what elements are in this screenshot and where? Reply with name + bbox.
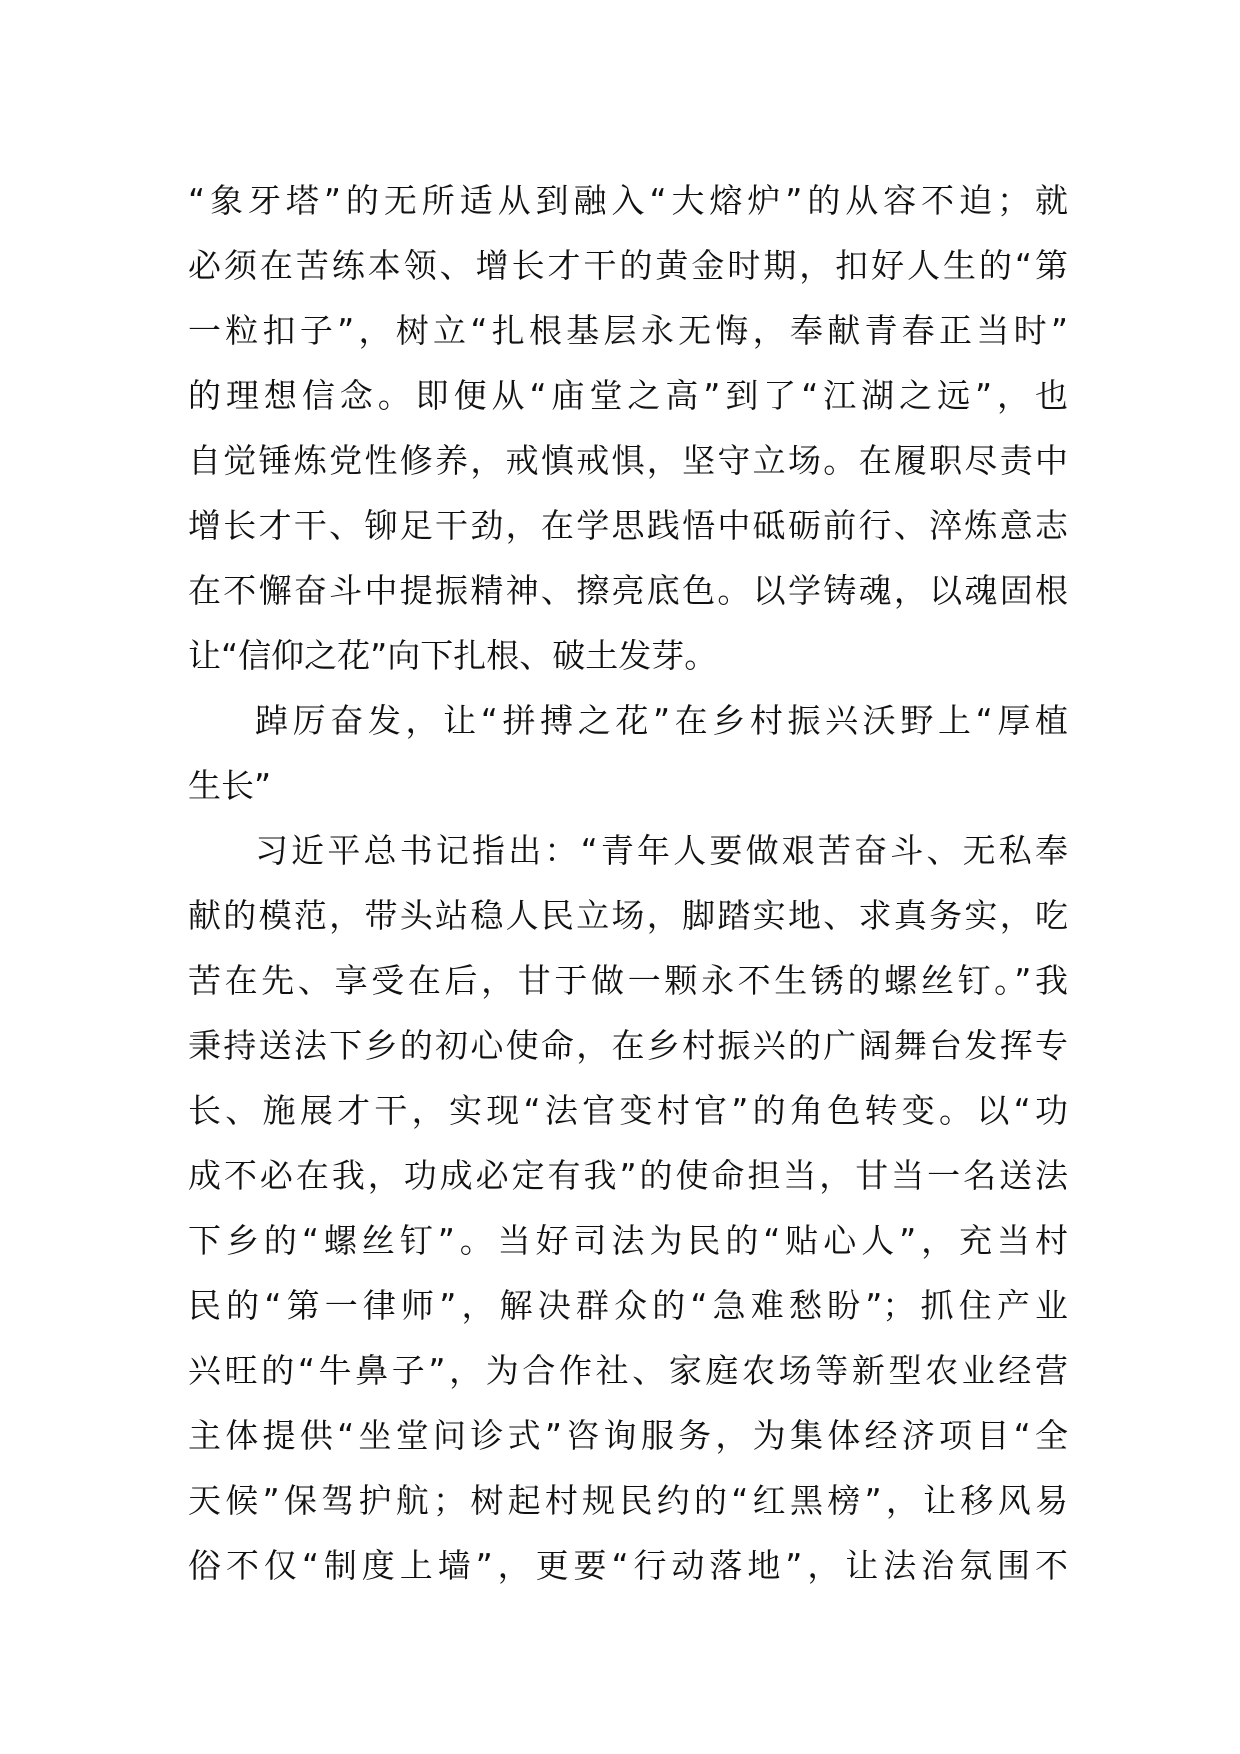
text-line: 必须在苦练本领、增长才干的黄金时期，扣好人生的“第 xyxy=(188,246,1068,285)
text-line: 天候”保驾护航；树起村规民约的“红黑榜”，让移风易 xyxy=(188,1481,1068,1520)
text-line: 习近平总书记指出：“青年人要做艰苦奋斗、无私奉 xyxy=(255,831,1068,870)
text-line: 兴旺的“牛鼻子”，为合作社、家庭农场等新型农业经营 xyxy=(188,1351,1068,1390)
text-line: 让“信仰之花”向下扎根、破土发芽。 xyxy=(188,636,718,675)
text-line: 自觉锤炼党性修养，戒慎戒惧，坚守立场。在履职尽责中 xyxy=(188,441,1068,480)
text-line: “象牙塔”的无所适从到融入“大熔炉”的从容不迫；就 xyxy=(188,181,1068,220)
text-line: 下乡的“螺丝钉”。当好司法为民的“贴心人”，充当村 xyxy=(188,1221,1068,1260)
text-line: 主体提供“坐堂问诊式”咨询服务，为集体经济项目“全 xyxy=(188,1416,1068,1455)
text-line: 增长才干、铆足干劲，在学思践悟中砥砺前行、淬炼意志 xyxy=(188,506,1068,545)
text-line: 民的“第一律师”，解决群众的“急难愁盼”；抓住产业 xyxy=(188,1286,1068,1325)
text-line: 献的模范，带头站稳人民立场，脚踏实地、求真务实，吃 xyxy=(188,896,1068,935)
text-line: 苦在先、享受在后，甘于做一颗永不生锈的螺丝钉。”我 xyxy=(188,961,1068,1000)
text-line: 一粒扣子”，树立“扎根基层永无悔，奉献青春正当时” xyxy=(188,311,1068,350)
text-line: 在不懈奋斗中提振精神、擦亮底色。以学铸魂，以魂固根 xyxy=(188,571,1068,610)
body-text xyxy=(188,168,1068,1598)
text-line: 成不必在我，功成必定有我”的使命担当，甘当一名送法 xyxy=(188,1156,1068,1195)
text-line: 长、施展才干，实现“法官变村官”的角色转变。以“功 xyxy=(188,1091,1068,1130)
text-line: 的理想信念。即便从“庙堂之高”到了“江湖之远”，也 xyxy=(188,376,1068,415)
text-line: 俗不仅“制度上墙”，更要“行动落地”，让法治氛围不 xyxy=(188,1546,1068,1585)
section-heading-line: 生长” xyxy=(188,766,272,805)
section-heading-line: 踔厉奋发，让“拼搏之花”在乡村振兴沃野上“厚植 xyxy=(255,701,1068,740)
text-line: 秉持送法下乡的初心使命，在乡村振兴的广阔舞台发挥专 xyxy=(188,1026,1068,1065)
